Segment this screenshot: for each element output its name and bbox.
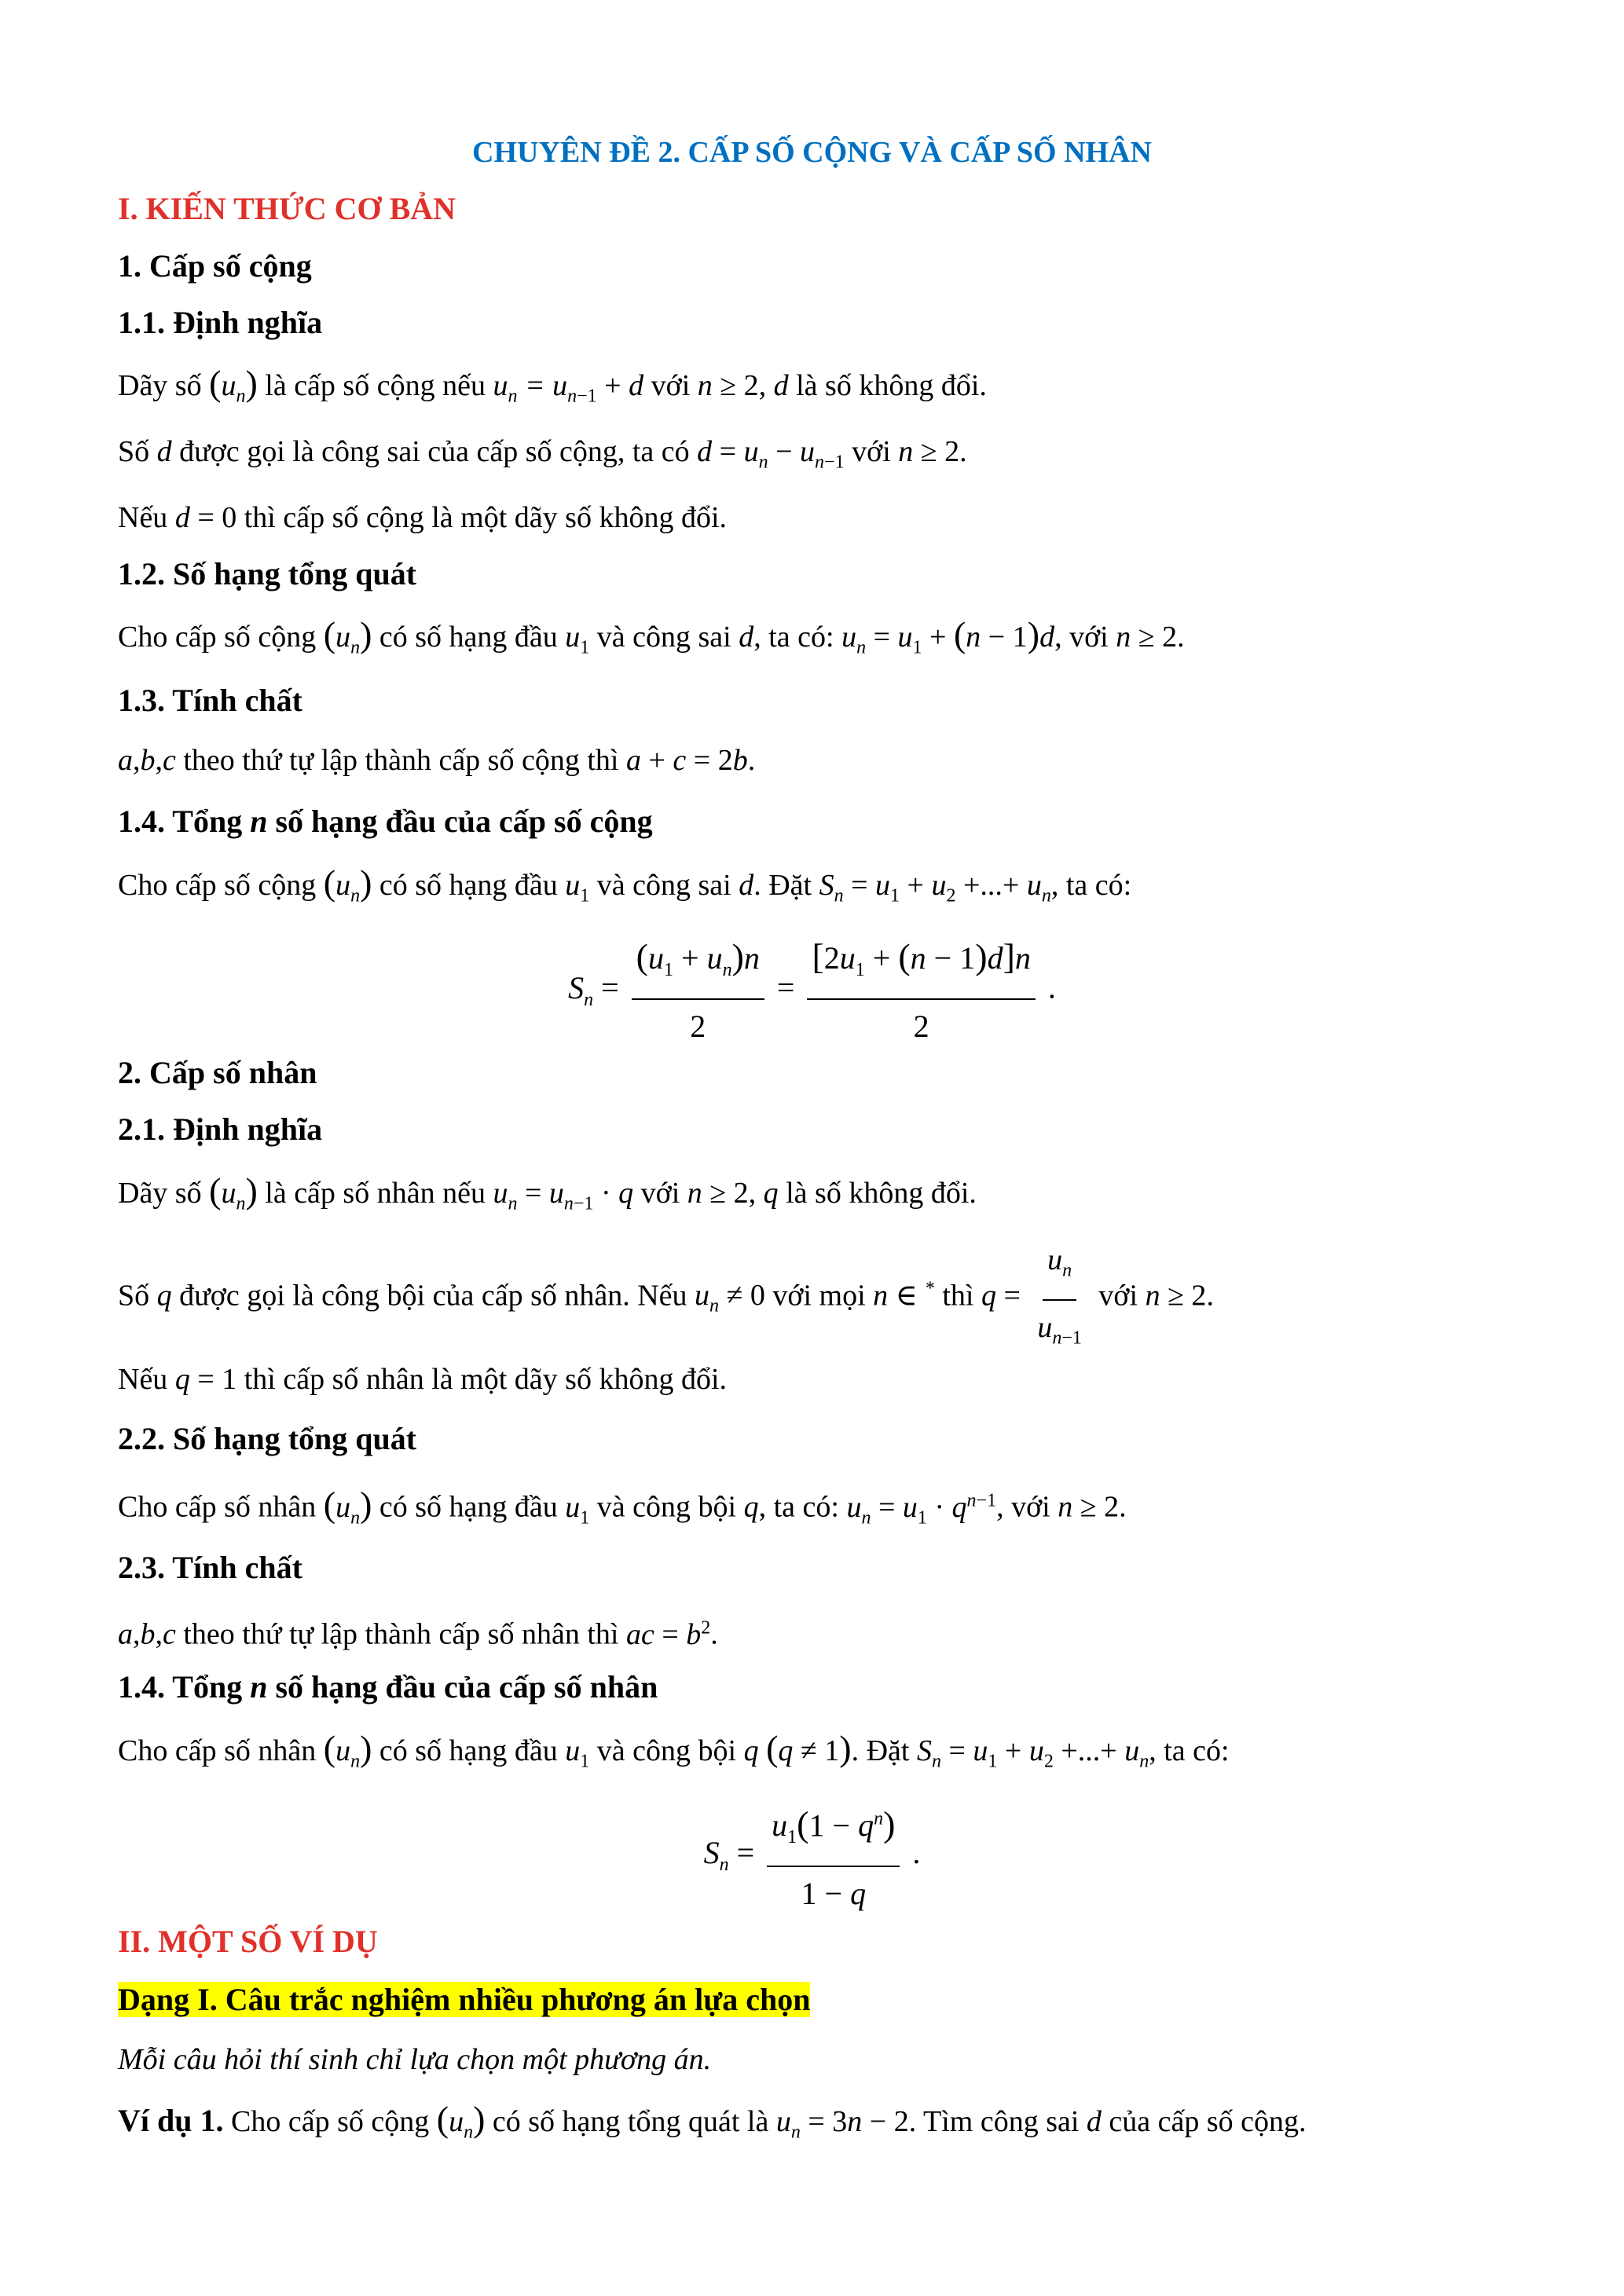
paragraph-definition-cap-so-nhan: Dãy số $(u_n)$ là cấp số nhân nếu $u_n = u_{n-1} \cdot q$ với n ≥ 2, q là số không đổi. [118,1170,977,1214]
formula-sum-geometric: $S_n$ = $\frac{u_1(1 - q^n)}{1 - q}$ . [0,1796,1624,1916]
heading-2: 2. Cấp số nhân [118,1055,317,1090]
heading-1: 1. Cấp số cộng [118,248,312,284]
paragraph-so-hang-tong-quat: Cho cấp số cộng $(u_n)$ có số hạng đầu $u_1$ và công sai d, ta có: $u_n = u_1 + (n - 1)d$, với n ≥ 2. [118,614,1185,658]
heading-1-4: 1.4. Tổng n số hạng đầu của cấp số cộng [118,804,653,839]
paragraph-tong-cap-so-cong: Cho cấp số cộng $(u_n)$ có số hạng đầu $u_1$ và công sai d. Đặt $S_n = u_1 + u_2$ +...+ $u_n$, ta có: [118,862,1132,906]
heading-2-2: 2.2. Số hạng tổng quát [118,1421,417,1456]
paragraph-cong-boi: Số q được gọi là công bội của cấp số nhân. Nếu $u_n \ne 0$ với mọi n ∈ * thì q = $\frac{u_n}{u_{n-1}}$ với n ≥ 2. [118,1236,1214,1360]
instruction-text: Mỗi câu hỏi thí sinh chỉ lựa chọn một phương án. [118,2043,712,2076]
paragraph-so-hang-tong-quat-nhan: Cho cấp số nhân $(u_n)$ có số hạng đầu $u_1$ và công bội q, ta có: $u_n = u_1 \cdot q^{n-1}$, với n ≥ 2. [118,1484,1127,1529]
section-heading-1: I. KIẾN THỨC CƠ BẢN [118,191,456,226]
heading-2-4: 1.4. Tổng n số hạng đầu của cấp số nhân [118,1669,658,1705]
highlighted-heading: Dạng I. Câu trắc nghiệm nhiều phương án lựa chọn [118,1982,811,2017]
dang-1-heading [118,1979,810,2020]
heading-2-1: 2.1. Định nghĩa [118,1111,323,1147]
paragraph-d-zero: Nếu d = 0 thì cấp số cộng là một dãy số không đổi. [118,501,728,534]
example-1: Ví dụ 1. Cho cấp số cộng $(u_n)$ có số hạng tổng quát là $u_n = 3n - 2$. Tìm công sai d của cấp số cộng. [118,2099,1307,2143]
heading-2-3: 2.3. Tính chất [118,1550,302,1585]
paragraph-tinh-chat-nhan: a,b,c theo thứ tự lập thành cấp số nhân thì ac = $b^2$. [118,1617,718,1651]
paragraph-q-one: Nếu q = 1 thì cấp số nhân là một dãy số không đổi. [118,1363,728,1396]
heading-1-2: 1.2. Số hạng tổng quát [118,556,417,591]
paragraph-cong-sai: Số d được gọi là công sai của cấp số cộng, ta có $d = u_n - u_{n-1}$ với n ≥ 2. [118,435,967,473]
example-label: Ví dụ 1. [118,2103,224,2138]
paragraph-definition-cap-so-cong: Dãy số $(u_n)$ là cấp số cộng nếu $u_n = u_{n-1} + d$ với n ≥ 2, d là số không đổi. [118,363,987,407]
page-title: CHUYÊN ĐỀ 2. CẤP SỐ CỘNG VÀ CẤP SỐ NHÂN [472,136,1152,169]
heading-1-1: 1.1. Định nghĩa [118,305,323,340]
section-heading-2: II. MỘT SỐ VÍ DỤ [118,1924,378,1959]
paragraph-tong-cap-so-nhan: Cho cấp số nhân $(u_n)$ có số hạng đầu $u_1$ và công bội q (q ≠ 1). Đặt $S_n = u_1 + u_2$ +...+ $u_n$, ta có: [118,1728,1230,1772]
heading-1-3: 1.3. Tính chất [118,683,302,718]
paragraph-tinh-chat-cong: a,b,c theo thứ tự lập thành cấp số cộng thì a + c = 2b. [118,744,756,777]
formula-sum-arithmetic: $S_n$ = $\frac{(u_1 + u_n)n}{2}$ = $\frac{[2u_1 + (n - 1)d]n}{2}$ . [0,933,1624,1049]
